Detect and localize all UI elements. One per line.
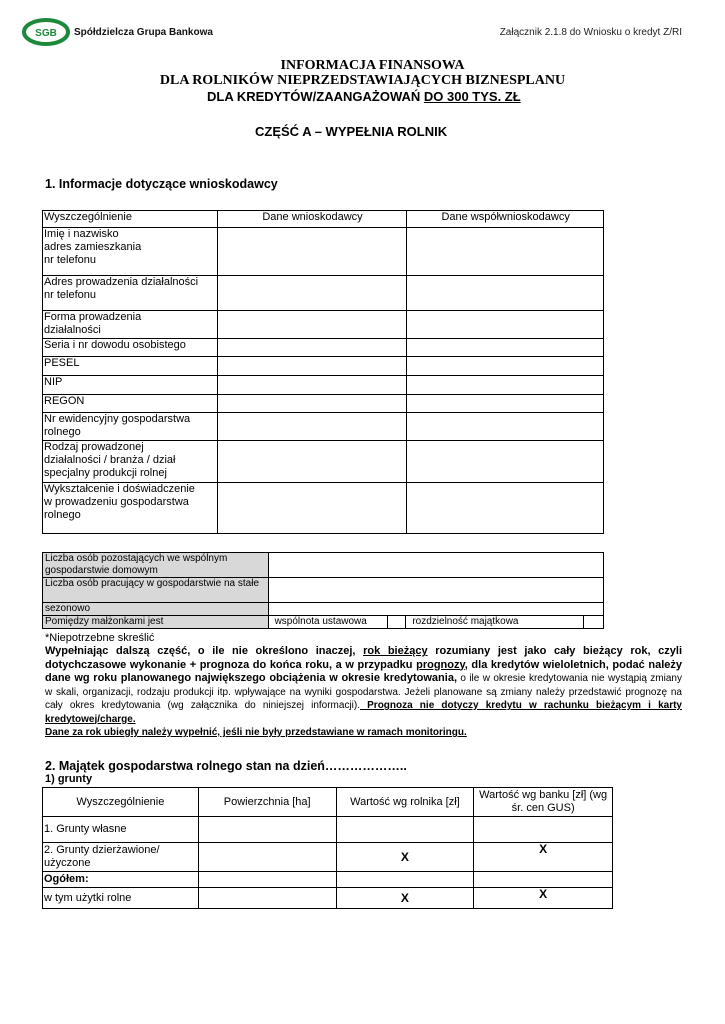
table-row <box>43 843 613 872</box>
row-label: 1. Grunty własne <box>43 817 199 843</box>
row-label: NIP <box>43 376 218 395</box>
applicant-cell[interactable] <box>217 276 407 311</box>
col-header: Powierzchnia [ha] <box>198 788 336 817</box>
area-cell[interactable] <box>198 888 336 909</box>
table-row <box>43 413 604 441</box>
row-label: Rodzaj prowadzonej działalności / branża / dział specjalny produkcji rolnej <box>43 441 218 483</box>
logo-text: SGB <box>35 28 57 39</box>
table-row <box>43 817 613 843</box>
table-header-row <box>43 211 604 228</box>
row-label: REGON <box>43 395 218 413</box>
instructions-paragraph: Wypełniając dalszą część, o ile nie określono inaczej, rok bieżący rozumiany jest jako cały bieżący rok, czyli dotychczasowe wykonanie + prognoza do końca roku, a w przypadku prognozy, dla kredytów wieloletnich, podać należy dane wg roku planowanego największego obciążenia w okresie kredytowania, o ile w okresie kredytowania nie wystąpią zmiany w skali, organizacji, rodzaju produkcji itp. wpływające na wyniki gospodarstwa. Jeżeli planowane są zmiany należy przedstawić prognozę na cały okres kredytowania (wg załącznika do niniejszej informacji). Prognoza nie dotyczy kredytu w rachunku bieżącym i karty kredytowej/charge. Dane za rok ubiegły należy wypełnić, jeśli nie były przedstawiane w ramach monitoringu. <box>45 645 683 738</box>
coapplicant-cell[interactable] <box>407 483 604 534</box>
title-line-2: DLA ROLNIKÓW NIEPRZEDSTAWIAJĄCYCH BIZNESPLANU <box>159 73 566 88</box>
land-subheading: 1) grunty <box>45 773 93 785</box>
applicant-info-table <box>42 210 604 534</box>
bank-value-cell[interactable] <box>474 872 613 888</box>
applicant-cell[interactable] <box>217 441 407 483</box>
joint-property-option: wspólnota ustawowa <box>268 616 388 629</box>
farmer-value-cell[interactable]: X <box>336 843 474 872</box>
row-label: Seria i nr dowodu osobistego <box>43 339 218 357</box>
applicant-cell[interactable] <box>217 339 407 357</box>
coapplicant-cell[interactable] <box>407 228 604 276</box>
coapplicant-cell[interactable] <box>407 357 604 376</box>
row-label: Ogółem: <box>43 872 199 888</box>
bank-value-cell[interactable] <box>474 817 613 843</box>
table-row <box>43 483 604 534</box>
section-2-heading: 2. Majątek gospodarstwa rolnego stan na dzień……………….. <box>45 759 407 773</box>
permanent-workers-value[interactable] <box>268 578 603 603</box>
coapplicant-cell[interactable] <box>407 311 604 339</box>
area-cell[interactable] <box>198 817 336 843</box>
land-table <box>42 787 613 909</box>
col-header: Wartość wg banku [zł] (wg śr. cen GUS) <box>474 788 613 817</box>
row-label: Wykształcenie i doświadczenie w prowadzeniu gospodarstwa rolnego <box>43 483 218 534</box>
row-label: 2. Grunty dzierżawione/ użyczone <box>43 843 199 872</box>
table-row <box>43 872 613 888</box>
col-header: Wyszczególnienie <box>43 211 218 228</box>
bank-value-cell[interactable]: X <box>474 843 613 872</box>
table-row <box>43 311 604 339</box>
row-label: w tym użytki rolne <box>43 888 199 909</box>
title-line-3: DLA KREDYTÓW/ZAANGAŻOWAŃ DO 300 TYS. ZŁ <box>207 89 521 104</box>
table-row <box>43 357 604 376</box>
coapplicant-cell[interactable] <box>407 276 604 311</box>
seasonal-workers-value[interactable] <box>268 603 603 616</box>
table-row <box>43 376 604 395</box>
section-1-heading: 1. Informacje dotyczące wnioskodawcy <box>45 177 278 191</box>
col-header: Wartość wg rolnika [zł] <box>336 788 474 817</box>
household-members-value[interactable] <box>268 553 603 578</box>
household-members-label: Liczba osób pozostających we wspólnym gospodarstwie domowym <box>43 553 269 578</box>
col-header: Dane wnioskodawcy <box>217 211 407 228</box>
applicant-cell[interactable] <box>217 311 407 339</box>
applicant-cell[interactable] <box>217 483 407 534</box>
table-header-row <box>43 788 613 817</box>
coapplicant-cell[interactable] <box>407 376 604 395</box>
table-row <box>43 578 604 603</box>
title-line-1: INFORMACJA FINANSOWA <box>280 58 465 73</box>
row-label: Imię i nazwisko adres zamieszkania nr telefonu <box>43 228 218 276</box>
table-row <box>43 888 613 909</box>
row-label: PESEL <box>43 357 218 376</box>
part-a-heading: CZĘŚĆ A – WYPEŁNIA ROLNIK <box>255 124 448 139</box>
separate-property-checkbox[interactable] <box>584 616 604 629</box>
col-header: Dane współwnioskodawcy <box>407 211 604 228</box>
coapplicant-cell[interactable] <box>407 339 604 357</box>
row-label: Adres prowadzenia działalności nr telefonu <box>43 276 218 311</box>
area-cell[interactable] <box>198 872 336 888</box>
applicant-cell[interactable] <box>217 357 407 376</box>
row-label: Nr ewidencyjny gospodarstwa rolnego <box>43 413 218 441</box>
separate-property-option: rozdzielność majątkowa <box>406 616 584 629</box>
joint-property-checkbox[interactable] <box>388 616 406 629</box>
marital-property-label: Pomiędzy małżonkami jest <box>43 616 269 629</box>
applicant-cell[interactable] <box>217 376 407 395</box>
coapplicant-cell[interactable] <box>407 441 604 483</box>
table-row <box>43 441 604 483</box>
row-label: Forma prowadzenia działalności <box>43 311 218 339</box>
table-row <box>43 395 604 413</box>
seasonal-workers-label: sezonowo <box>43 603 269 616</box>
attachment-label: Załącznik 2.1.8 do Wniosku o kredyt Z/RI <box>499 27 682 38</box>
farmer-value-cell[interactable]: X <box>336 888 474 909</box>
applicant-cell[interactable] <box>217 413 407 441</box>
household-table <box>42 552 604 629</box>
permanent-workers-label: Liczba osób pracujący w gospodarstwie na stałe <box>43 578 269 603</box>
table-row <box>43 276 604 311</box>
applicant-cell[interactable] <box>217 228 407 276</box>
strike-note: *Niepotrzebne skreślić <box>45 632 155 644</box>
farmer-value-cell[interactable] <box>336 872 474 888</box>
coapplicant-cell[interactable] <box>407 395 604 413</box>
coapplicant-cell[interactable] <box>407 413 604 441</box>
table-row <box>43 603 604 616</box>
applicant-cell[interactable] <box>217 395 407 413</box>
table-row <box>43 553 604 578</box>
farmer-value-cell[interactable] <box>336 817 474 843</box>
brand-name: Spółdzielcza Grupa Bankowa <box>74 27 213 38</box>
col-header: Wyszczególnienie <box>43 788 199 817</box>
area-cell[interactable] <box>198 843 336 872</box>
sgb-logo <box>22 17 70 47</box>
table-row <box>43 339 604 357</box>
table-row <box>43 228 604 276</box>
table-row <box>43 616 604 629</box>
bank-value-cell[interactable]: X <box>474 888 613 909</box>
